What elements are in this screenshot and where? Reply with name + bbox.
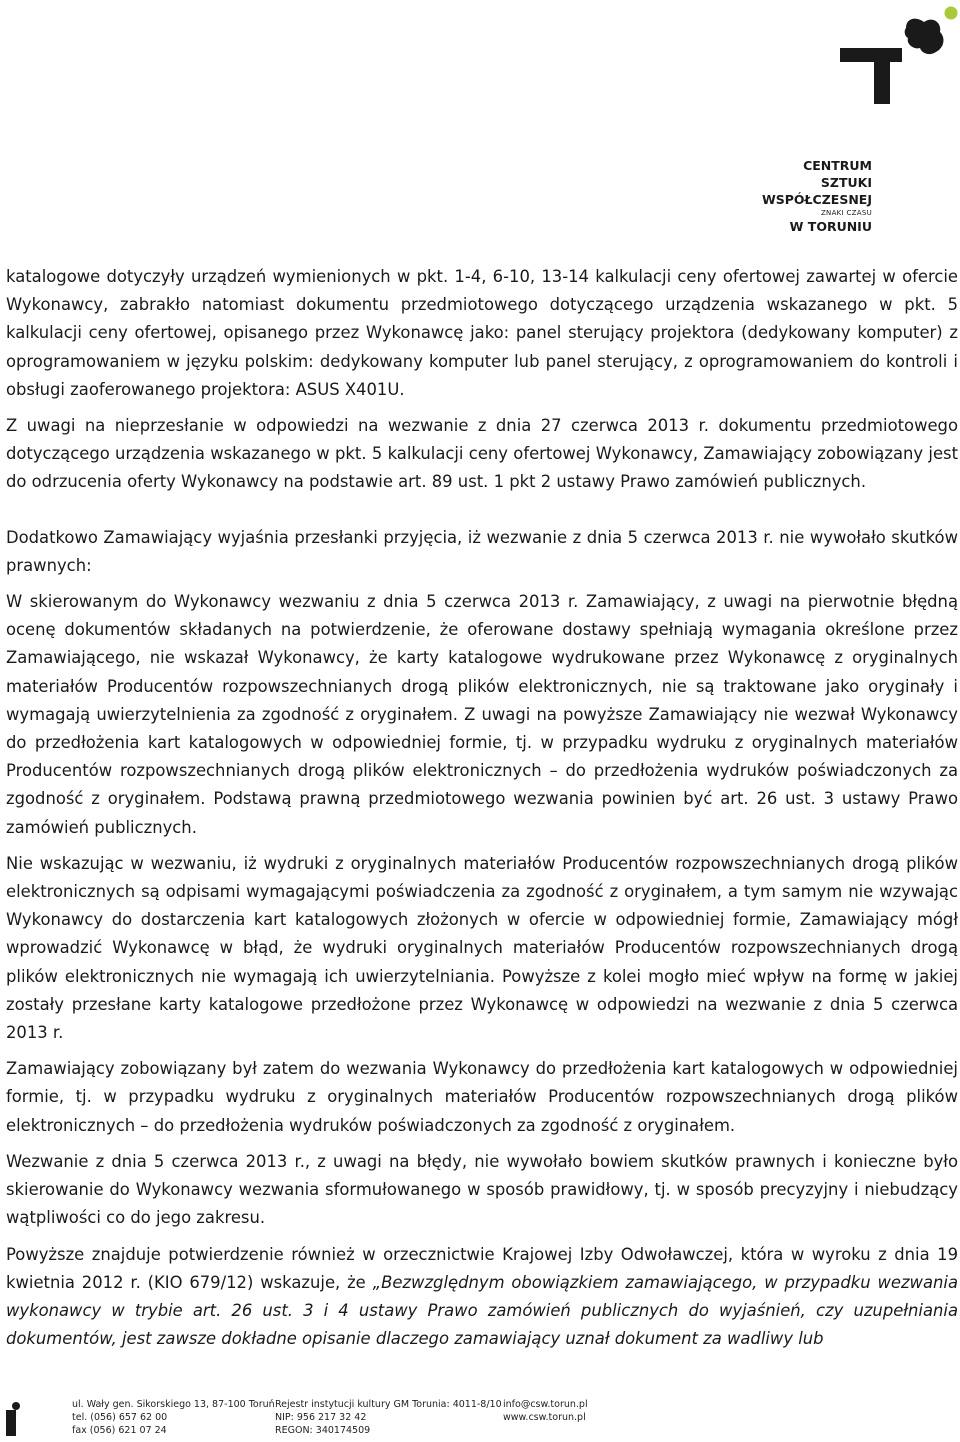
- footer-registry: [275, 1398, 502, 1437]
- page-footer: [0, 1396, 960, 1442]
- document-body: [6, 263, 958, 1361]
- paragraph-1: katalogowe dotyczyły urządzeń wymienionych w pkt. 1-4, 6-10, 13-14 kalkulacji ceny ofertowej zawartej w ofercie Wykonawcy, zabrakło natomiast dokumentu przedmiotowego dotyczącego urządzenia wskazanego w pkt. 5 kalkulacji ceny ofertowej, opisanego przez Wykonawcę jako: panel sterujący projektora (dedykowany komputer) z oprogramowaniem w języku polskim: dedykowany komputer lub panel sterujący, z oprogramowaniem do kontroli i obsługi zaoferowanego projektora: ASUS X401U.: [6, 267, 958, 399]
- paragraph-8-lead: Powyższe znajduje potwierdzenie również w orzecznictwie Krajowej Izby Odwoławczej, która w wyroku z dnia 19 kwietnia 2012 r. (KIO 679/12) wskazuje, że: [6, 1244, 958, 1292]
- footer-nip: NIP: 956 217 32 42: [275, 1412, 367, 1423]
- institution-tagline: ZNAKI CZASU: [820, 209, 872, 217]
- footer-fax: fax (056) 621 07 24: [72, 1425, 167, 1436]
- institution-name: [762, 157, 872, 235]
- footer-registry-number: Rejestr instytucji kultury GM Torunia: 4011-8/10: [275, 1399, 502, 1410]
- footer-email[interactable]: info@csw.torun.pl: [503, 1399, 588, 1410]
- csw-small-mark-icon: [6, 1400, 20, 1436]
- footer-street: ul. Wały gen. Sikorskiego 13, 87-100 Toruń: [72, 1399, 275, 1410]
- footer-contact: [503, 1398, 588, 1424]
- paragraph-2: Z uwagi na nieprzesłanie w odpowiedzi na wezwanie z dnia 27 czerwca 2013 r. dokumentu przedmiotowego dotyczącego urządzenia wskazanego w pkt. 5 kalkulacji ceny ofertowej Wykonawcy, Zamawiający zobowiązany jest do odrzucenia oferty Wykonawcy na podstawie art. 89 ust. 1 pkt 2 ustawy Prawo zamówień publicznych.: [6, 416, 958, 492]
- institution-line-2: SZTUKI: [820, 175, 872, 190]
- kio-quote: „Bezwzględnym obowiązkiem zamawiającego, w przypadku wezwania wykonawcy w trybie art. 26 ust. 3 i 4 ustawy Prawo zamówień publicznych do wyjaśnień, czy uzupełniania dokumentów, jest zawsze dokładne opisanie dlaczego zamawiający uznał dokument za wadliwy lub: [6, 1272, 958, 1349]
- footer-website[interactable]: www.csw.torun.pl: [503, 1412, 586, 1423]
- paragraph-5: Nie wskazując w wezwaniu, iż wydruki z oryginalnych materiałów Producentów rozpowszechnianych drogą plików elektronicznych są odpisami wymagającymi poświadczenia za zgodność z oryginałem, a tym samym nie wzywając Wykonawcy do dostarczenia kart katalogowych złożonych w ofercie w odpowiedniej formie, Zamawiający mógł wprowadzić Wykonawcę w błąd, że wydruki oryginalnych materiałów Producentów rozpowszechnianych drogą plików elektronicznych nie wymagają ich uwierzytelniania. Powyższe z kolei mogło mieć wpływ na formę w jakiej zostały przesłane karty katalogowe przedłożone przez Wykonawcę w odpowiedzi na wezwanie z dnia 5 czerwca 2013 r.: [6, 853, 958, 1043]
- footer-regon: REGON: 340174509: [275, 1425, 371, 1436]
- institution-line-1: CENTRUM: [803, 158, 872, 173]
- footer-address: [72, 1398, 275, 1437]
- paragraph-4: W skierowanym do Wykonawcy wezwaniu z dnia 5 czerwca 2013 r. Zamawiający, z uwagi na pierwotnie błędną ocenę dokumentów składanych na potwierdzenie, że oferowane dostawy spełniają wymagania określone przez Zamawiającego, nie wskazał Wykonawcy, że karty katalogowe wydrukowane przez Wykonawcę z oryginalnych materiałów Producentów rozpowszechnianych drogą plików elektronicznych, nie są traktowane jako oryginały i wymagają uwierzytelnienia za zgodność z oryginałem. Z uwagi na powyższe Zamawiający nie wezwał Wykonawcy do przedłożenia kart katalogowych w odpowiedniej formie, tj. w przypadku wydruku z oryginalnych materiałów Producentów rozpowszechnianych drogą plików elektronicznych – do przedłożenia wydruków poświadczonych za zgodność z oryginałem. Podstawą prawną przedmiotowego wezwania powinien być art. 26 ust. 3 ustawy Prawo zamówień publicznych.: [6, 592, 958, 837]
- logo-green-dot-icon: [945, 7, 958, 20]
- paragraph-6: Zamawiający zobowiązany był zatem do wezwania Wykonawcy do przedłożenia kart katalogowych w odpowiedniej formie, tj. w przypadku wydruku z oryginalnych materiałów Producentów rozpowszechnianych drogą plików elektronicznych – do przedłożenia wydruków poświadczonych za zgodność z oryginałem.: [6, 1059, 958, 1135]
- footer-phone: tel. (056) 657 62 00: [72, 1412, 168, 1423]
- paragraph-3: Dodatkowo Zamawiający wyjaśnia przesłanki przyjęcia, iż wezwanie z dnia 5 czerwca 2013 r. nie wywołało skutków prawnych:: [6, 527, 958, 575]
- institution-city: W TORUNIU: [789, 219, 872, 234]
- paragraph-7: Wezwanie z dnia 5 czerwca 2013 r., z uwagi na błędy, nie wywołało bowiem skutków prawnych i konieczne było skierowanie do Wykonawcy wezwania sformułowanego w sposób prawidłowy, tj. w sposób precyzyjny i niebudzący wątpliwości co do jego zakresu.: [6, 1151, 958, 1228]
- paragraph-8: [6, 1241, 958, 1354]
- institution-line-3: WSPÓŁCZESNEJ: [761, 192, 872, 207]
- csw-logo-icon: [836, 4, 960, 104]
